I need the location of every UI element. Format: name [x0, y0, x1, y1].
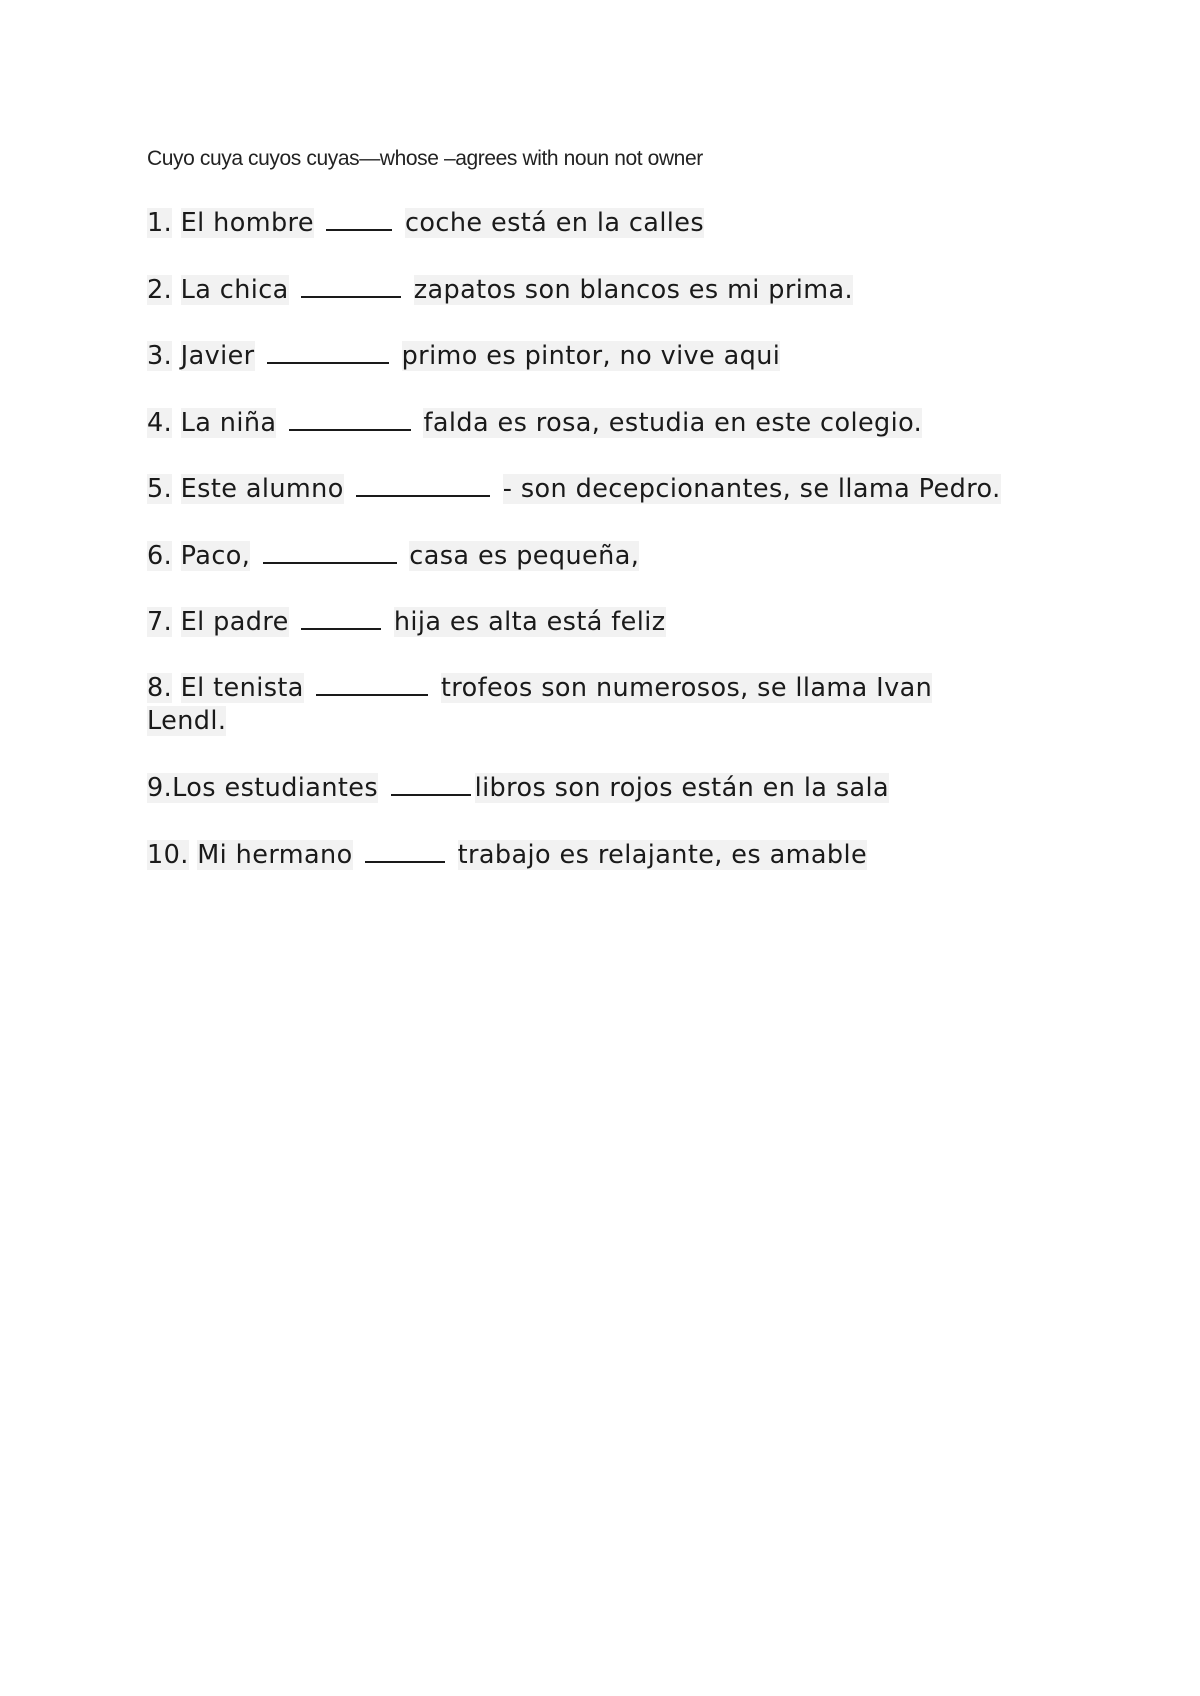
answer-blank[interactable]	[316, 670, 428, 696]
item-text-after: casa es pequeña,	[409, 541, 640, 571]
item-text-before: Este alumno	[180, 474, 344, 504]
exercise-item	[147, 405, 922, 440]
item-number: 6.	[147, 541, 173, 571]
item-text-after: trofeos son numerosos, se llama Ivan	[440, 673, 933, 703]
exercise-item	[147, 670, 932, 738]
item-text-after: coche está en la calles	[405, 208, 705, 238]
item-text-before: Mi hermano	[197, 840, 353, 870]
worksheet-title: Cuyo cuya cuyos cuyas—whose –agrees with noun not owner	[147, 147, 703, 170]
item-text-after: libros son rojos están en la sala	[474, 773, 890, 803]
exercise-item	[147, 272, 853, 307]
item-text-after: trabajo es relajante, es amable	[457, 840, 868, 870]
item-text-after: falda es rosa, estudia en este colegio.	[423, 408, 923, 438]
item-number: 9.	[147, 773, 173, 803]
item-text-before: Javier	[180, 341, 255, 371]
item-text-after: - son decepcionantes, se llama Pedro.	[502, 474, 1001, 504]
item-text-before: La chica	[180, 275, 289, 305]
item-text-before: El padre	[180, 607, 289, 637]
answer-blank[interactable]	[356, 471, 490, 497]
item-number: 7.	[147, 607, 173, 637]
item-number: 4.	[147, 408, 173, 438]
answer-blank[interactable]	[365, 837, 445, 863]
item-number: 5.	[147, 474, 173, 504]
answer-blank[interactable]	[391, 770, 471, 796]
exercise-item	[147, 205, 704, 240]
item-number: 3.	[147, 341, 173, 371]
item-text-before: El tenista	[180, 673, 304, 703]
item-text-after: zapatos son blancos es mi prima.	[413, 275, 854, 305]
item-text-before: El hombre	[180, 208, 314, 238]
item-number: 8.	[147, 673, 173, 703]
item-text-before: Paco,	[180, 541, 251, 571]
item-text-before: La niña	[180, 408, 277, 438]
answer-blank[interactable]	[301, 604, 381, 630]
item-number: 2.	[147, 275, 173, 305]
item-text-after: hija es alta está feliz	[393, 607, 666, 637]
answer-blank[interactable]	[326, 205, 392, 231]
exercise-item	[147, 604, 666, 639]
answer-blank[interactable]	[289, 405, 411, 431]
exercise-item	[147, 837, 867, 872]
item-text-continuation: Lendl.	[147, 706, 227, 736]
exercise-item	[147, 338, 780, 373]
answer-blank[interactable]	[263, 538, 397, 564]
answer-blank[interactable]	[267, 338, 389, 364]
item-number: 1.	[147, 208, 173, 238]
item-text-before: Los estudiantes	[172, 773, 379, 803]
answer-blank[interactable]	[301, 272, 401, 298]
exercise-item	[147, 538, 639, 573]
item-text-after: primo es pintor, no vive aqui	[401, 341, 781, 371]
item-number: 10.	[147, 840, 189, 870]
exercise-item	[147, 770, 889, 805]
exercise-item	[147, 471, 1001, 506]
